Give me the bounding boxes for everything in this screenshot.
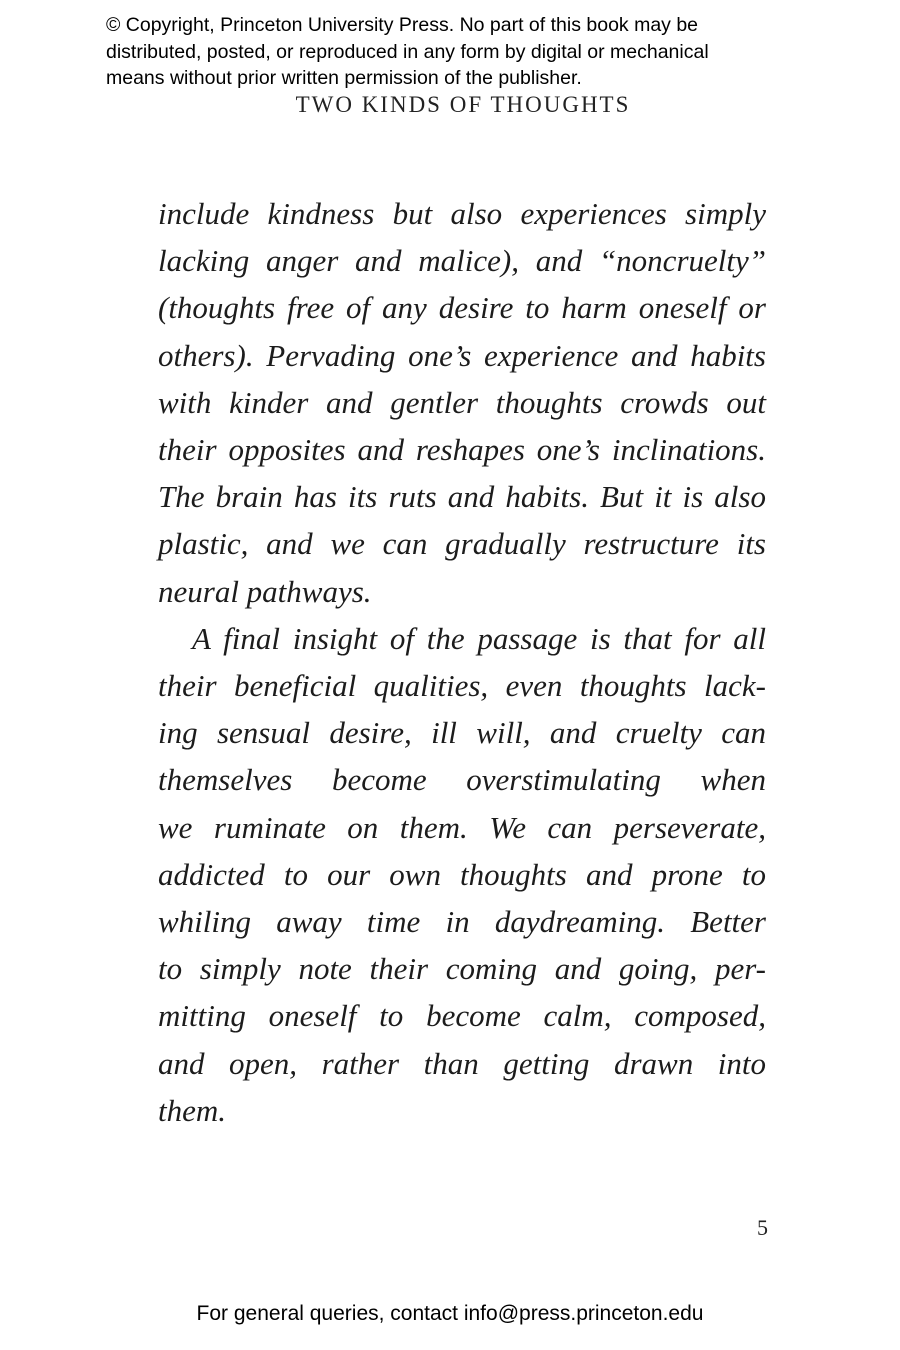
text-line: mitting oneself to become calm, composed, — [158, 998, 766, 1034]
text-line: others). Pervading one’s experience and habits — [158, 337, 766, 373]
body-text — [158, 190, 766, 1134]
text-line: and open, rather than getting drawn into — [158, 1045, 766, 1081]
text-line: neural pathways. — [158, 573, 372, 609]
text-line: A final insight of the passage is that for all — [192, 620, 766, 656]
text-line: (thoughts free of any desire to harm oneself or — [158, 290, 766, 326]
copyright-notice — [106, 12, 806, 92]
text-line: lacking anger and malice), and “noncruelty” — [158, 243, 766, 279]
text-line: to simply note their coming and going, per- — [158, 951, 766, 987]
text-line: them. — [158, 1092, 227, 1128]
text-line: include kindness but also experiences simply — [158, 196, 766, 231]
copyright-line: means without prior written permission of the publisher. — [106, 67, 582, 89]
copyright-line: © Copyright, Princeton University Press. No part of this book may be — [106, 14, 699, 36]
running-head: TWO KINDS OF THOUGHTS — [295, 92, 631, 117]
text-line: we ruminate on them. We can perseverate, — [158, 809, 766, 845]
text-line: whiling away time in daydreaming. Better — [158, 904, 766, 940]
text-line: ing sensual desire, ill will, and cruelty can — [158, 715, 766, 751]
footer-contact: For general queries, contact info@press.princeton.edu — [196, 1302, 704, 1325]
text-line: The brain has its ruts and habits. But it is also — [158, 479, 766, 515]
text-line: their opposites and reshapes one’s inclinations. — [158, 432, 766, 468]
page-number: 5 — [757, 1215, 768, 1240]
text-line: addicted to our own thoughts and prone to — [158, 856, 766, 892]
text-line: themselves become overstimulating when — [158, 762, 766, 798]
text-line: plastic, and we can gradually restructure its — [158, 526, 766, 562]
copyright-line: distributed, posted, or reproduced in any form by digital or mechanical — [106, 40, 709, 63]
text-line: with kinder and gentler thoughts crowds out — [158, 384, 766, 420]
text-line: their beneficial qualities, even thoughts lack- — [158, 668, 766, 704]
